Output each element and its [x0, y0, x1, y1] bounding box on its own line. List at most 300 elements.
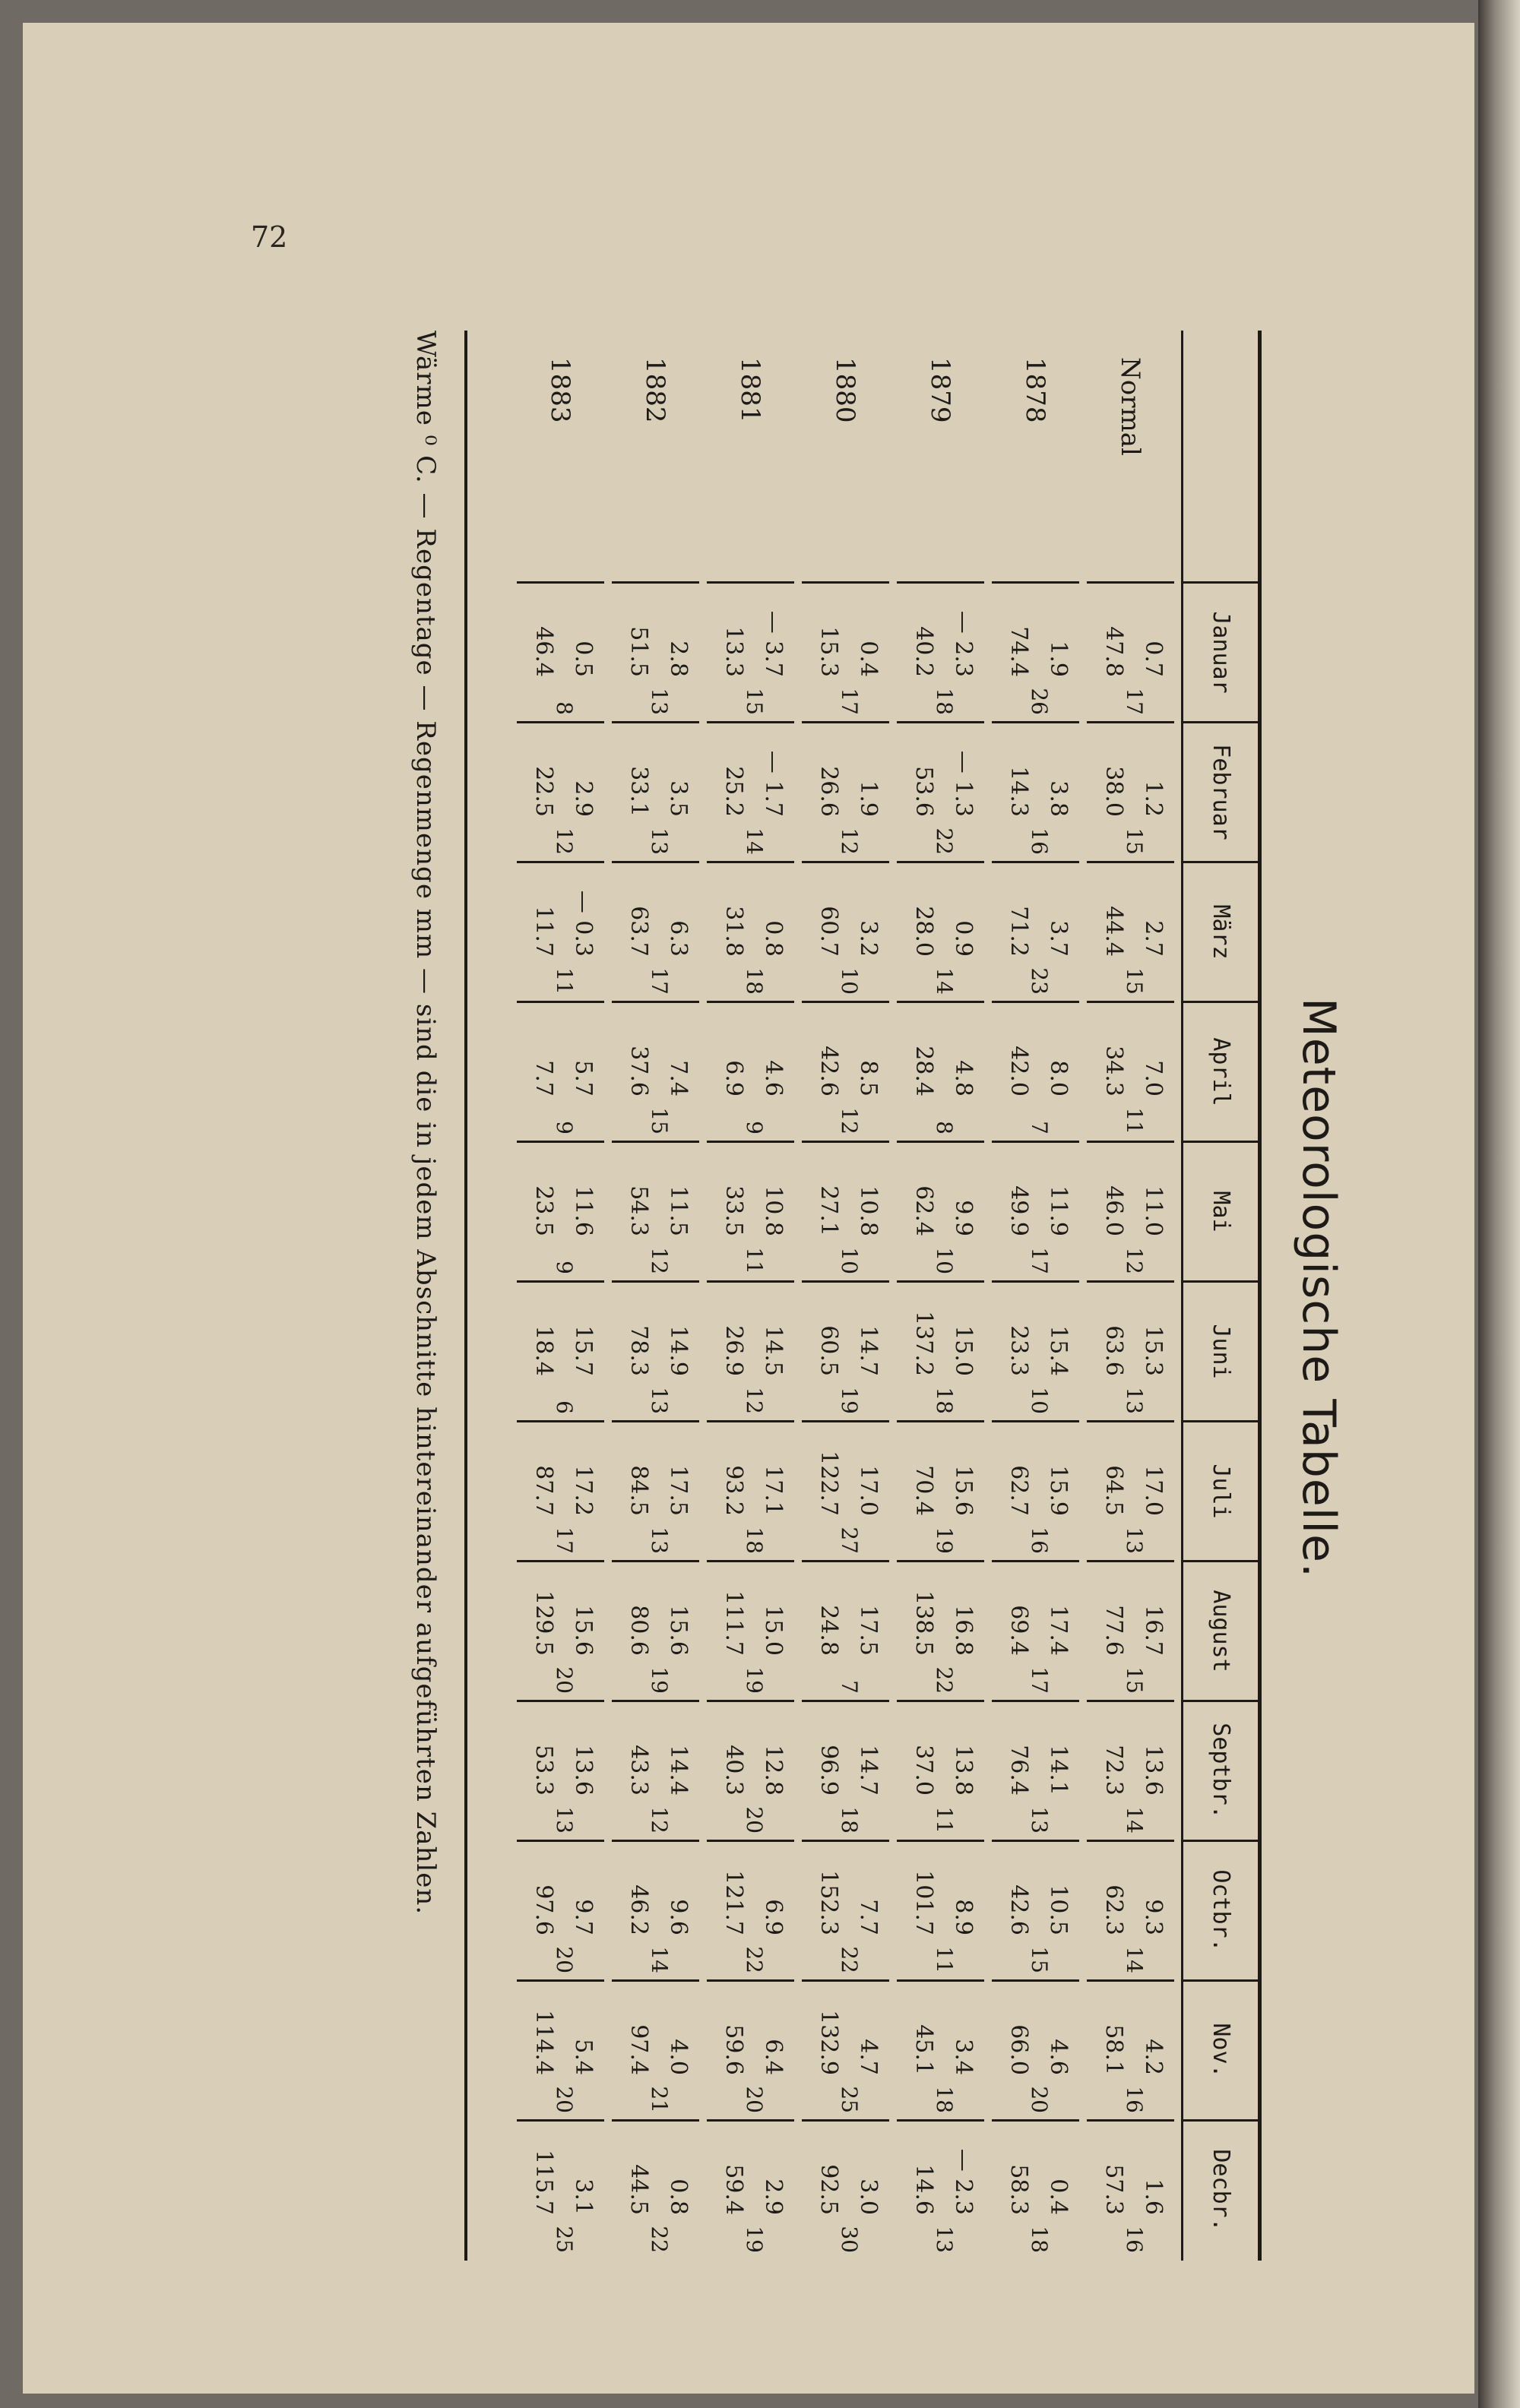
- table-cell: [897, 1700, 984, 1840]
- rain-amount-value: 152.3: [815, 1870, 842, 1935]
- temperature-value: — 1.7: [760, 750, 787, 817]
- rain-amount-value: 31.8: [720, 906, 747, 957]
- rain-days-value: 13: [647, 1527, 672, 1554]
- temperature-value: 4.2: [1140, 2039, 1167, 2075]
- rain-amount-value: 129.5: [530, 1590, 557, 1656]
- rain-days-value: 15: [647, 1107, 672, 1134]
- temperature-value: 0.5: [570, 641, 597, 677]
- temperature-value: 14.4: [665, 1745, 692, 1796]
- table-cell: [802, 861, 889, 1001]
- rain-days-value: 9: [552, 1121, 577, 1134]
- temperature-value: 1.9: [855, 780, 882, 817]
- temperature-value: 14.9: [665, 1325, 692, 1376]
- temperature-value: — 2.3: [950, 610, 977, 677]
- month-header: August: [1183, 1560, 1258, 1700]
- month-header-row: [1181, 331, 1258, 2261]
- rain-amount-value: 78.3: [625, 1325, 652, 1376]
- temperature-value: 11.6: [570, 1185, 597, 1236]
- rain-days-value: 11: [552, 967, 577, 995]
- rain-days-value: 27: [837, 1527, 862, 1554]
- rain-days-value: 18: [742, 1527, 767, 1554]
- rain-days-value: 16: [1122, 2086, 1147, 2113]
- rain-days-value: 9: [552, 1261, 577, 1274]
- temperature-value: 3.0: [855, 2179, 882, 2215]
- rain-amount-value: 23.3: [1005, 1325, 1032, 1376]
- rain-amount-value: 93.2: [720, 1465, 747, 1516]
- rain-amount-value: 40.3: [720, 1745, 747, 1796]
- rain-amount-value: 59.4: [720, 2164, 747, 2215]
- temperature-value: 9.9: [950, 1200, 977, 1236]
- rain-days-value: 22: [647, 2226, 672, 2253]
- table-cell: [517, 1979, 604, 2119]
- table-cell: [1087, 1280, 1174, 1420]
- table-cell: [612, 1280, 699, 1420]
- temperature-value: 12.8: [760, 1745, 787, 1796]
- rain-days-value: 17: [1122, 688, 1147, 715]
- table-cell: [612, 1001, 699, 1141]
- rain-days-value: 12: [742, 1387, 767, 1414]
- temperature-value: 4.8: [950, 1060, 977, 1096]
- rain-amount-value: 24.8: [815, 1605, 842, 1656]
- table-cell: [707, 1141, 794, 1280]
- temperature-value: 7.0: [1140, 1060, 1167, 1096]
- rain-days-value: 15: [1122, 1666, 1147, 1694]
- temperature-value: 5.4: [570, 2039, 597, 2075]
- rain-amount-value: 97.6: [530, 1884, 557, 1935]
- table-cell: [992, 1141, 1079, 1280]
- rain-amount-value: 96.9: [815, 1745, 842, 1796]
- rain-amount-value: 66.0: [1005, 2024, 1032, 2075]
- rain-days-value: 30: [837, 2226, 862, 2253]
- rain-amount-value: 115.7: [530, 2150, 557, 2215]
- rain-amount-value: 77.6: [1100, 1605, 1127, 1656]
- table-cell: [1087, 861, 1174, 1001]
- temperature-value: 14.5: [760, 1325, 787, 1376]
- rain-amount-value: 40.2: [910, 626, 937, 677]
- month-header: Nov.: [1183, 1979, 1258, 2119]
- temperature-value: 14.7: [855, 1745, 882, 1796]
- rain-days-value: 19: [837, 1387, 862, 1414]
- rain-days-value: 20: [552, 1946, 577, 1973]
- table-cell: [802, 1001, 889, 1141]
- rain-days-value: 16: [1027, 1527, 1052, 1554]
- table-cell: [517, 2119, 604, 2259]
- rain-amount-value: 11.7: [530, 906, 557, 957]
- rain-amount-value: 37.0: [910, 1745, 937, 1796]
- table-cell: [1087, 1141, 1174, 1280]
- temperature-value: 1.6: [1140, 2179, 1167, 2215]
- rain-amount-value: 14.6: [910, 2164, 937, 2215]
- temperature-value: 13.6: [570, 1745, 597, 1796]
- rain-amount-value: 59.6: [720, 2024, 747, 2075]
- table-cell: [897, 861, 984, 1001]
- rain-amount-value: 63.6: [1100, 1325, 1127, 1376]
- rain-amount-value: 72.3: [1100, 1745, 1127, 1796]
- rain-amount-value: 26.9: [720, 1325, 747, 1376]
- table-cell: [517, 1001, 604, 1141]
- rain-days-value: 12: [647, 1247, 672, 1274]
- rain-days-value: 18: [837, 1806, 862, 1834]
- rain-amount-value: 45.1: [910, 2024, 937, 2075]
- book-page: [23, 23, 1474, 2394]
- temperature-value: 15.0: [950, 1325, 977, 1376]
- rain-days-value: 22: [837, 1946, 862, 1973]
- rain-amount-value: 13.3: [720, 626, 747, 677]
- table-cell: [992, 1001, 1079, 1141]
- rain-amount-value: 69.4: [1005, 1605, 1032, 1656]
- table-cell: [1087, 1420, 1174, 1560]
- table-cell: [517, 1420, 604, 1560]
- table-cell: [707, 1280, 794, 1420]
- rain-days-value: 10: [837, 1247, 862, 1274]
- temperature-value: 0.4: [855, 641, 882, 677]
- meteorological-table: [464, 331, 1262, 2261]
- table-cell: [707, 1979, 794, 2119]
- table-cell: [517, 1141, 604, 1280]
- temperature-value: 2.9: [760, 2179, 787, 2215]
- temperature-value: 14.7: [855, 1325, 882, 1376]
- temperature-value: 6.4: [760, 2039, 787, 2075]
- table-cell: [802, 1280, 889, 1420]
- temperature-value: 0.7: [1140, 641, 1167, 677]
- table-cell: [992, 581, 1079, 721]
- temperature-value: 15.4: [1045, 1325, 1072, 1376]
- table-cell: [707, 1700, 794, 1840]
- rain-days-value: 22: [742, 1946, 767, 1973]
- rain-amount-value: 121.7: [720, 1870, 747, 1935]
- rain-days-value: 14: [932, 967, 957, 995]
- rain-days-value: 7: [837, 1680, 862, 1694]
- rain-days-value: 14: [1122, 1806, 1147, 1834]
- month-header: Mai: [1183, 1141, 1258, 1280]
- table-cell: [897, 1979, 984, 2119]
- rain-days-value: 10: [837, 967, 862, 995]
- temperature-value: 2.9: [570, 780, 597, 817]
- table-row: [707, 331, 794, 2261]
- temperature-value: — 2.3: [950, 2148, 977, 2215]
- temperature-value: 0.4: [1045, 2179, 1072, 2215]
- rain-amount-value: 49.9: [1005, 1185, 1032, 1236]
- table-cell: [517, 1840, 604, 1979]
- rain-days-value: 12: [552, 827, 577, 855]
- rain-days-value: 12: [837, 1107, 862, 1134]
- rain-amount-value: 122.7: [815, 1451, 842, 1516]
- rain-days-value: 12: [1122, 1247, 1147, 1274]
- rain-days-value: 7: [1027, 1121, 1052, 1134]
- rain-amount-value: 97.4: [625, 2024, 652, 2075]
- table-cell: [612, 1141, 699, 1280]
- table-cell: [707, 1001, 794, 1141]
- rain-days-value: 18: [932, 2086, 957, 2113]
- rain-amount-value: 132.9: [815, 2010, 842, 2075]
- rain-days-value: 14: [1122, 1946, 1147, 1973]
- rain-days-value: 25: [552, 2226, 577, 2253]
- rain-amount-value: 92.5: [815, 2164, 842, 2215]
- rain-amount-value: 62.7: [1005, 1465, 1032, 1516]
- rain-days-value: 8: [552, 701, 577, 715]
- temperature-value: 1.9: [1045, 641, 1072, 677]
- rain-amount-value: 114.4: [530, 2010, 557, 2075]
- rain-days-value: 13: [1027, 1806, 1052, 1834]
- temperature-value: 9.6: [665, 1899, 692, 1935]
- table-cell: [897, 2119, 984, 2259]
- rain-amount-value: 46.0: [1100, 1185, 1127, 1236]
- table-cell: [1087, 1979, 1174, 2119]
- temperature-value: 17.0: [855, 1465, 882, 1516]
- temperature-value: 9.3: [1140, 1899, 1167, 1935]
- rain-amount-value: 28.4: [910, 1046, 937, 1096]
- temperature-value: 1.2: [1140, 780, 1167, 817]
- rain-days-value: 19: [742, 1666, 767, 1694]
- table-row: [897, 331, 984, 2261]
- rain-days-value: 18: [932, 1387, 957, 1414]
- rain-amount-value: 70.4: [910, 1465, 937, 1516]
- table-cell: [707, 1560, 794, 1700]
- temperature-value: 3.8: [1045, 780, 1072, 817]
- month-header: Januar: [1183, 581, 1258, 721]
- table-cell: [612, 1420, 699, 1560]
- table-cell: [612, 581, 699, 721]
- book-binding: [1478, 0, 1520, 2408]
- month-header: März: [1183, 861, 1258, 1001]
- row-label: 1880: [830, 357, 861, 423]
- table-cell: [1087, 721, 1174, 861]
- month-header: Septbr.: [1183, 1700, 1258, 1840]
- table-cell: [897, 1280, 984, 1420]
- rain-amount-value: 33.1: [625, 766, 652, 817]
- table-cell: [517, 581, 604, 721]
- rain-days-value: 16: [1027, 827, 1052, 855]
- rain-amount-value: 44.5: [625, 2164, 652, 2215]
- temperature-value: 2.7: [1140, 920, 1167, 957]
- rain-amount-value: 84.5: [625, 1465, 652, 1516]
- temperature-value: 4.6: [1045, 2039, 1072, 2075]
- rain-days-value: 13: [647, 1387, 672, 1414]
- table-cell: [897, 1560, 984, 1700]
- rain-days-value: 18: [932, 688, 957, 715]
- temperature-value: — 1.3: [950, 750, 977, 817]
- table-cell: [992, 1280, 1079, 1420]
- rain-days-value: 25: [837, 2086, 862, 2113]
- table-row: [612, 331, 699, 2261]
- month-header: April: [1183, 1001, 1258, 1141]
- rain-amount-value: 57.3: [1100, 2164, 1127, 2215]
- temperature-value: 0.9: [950, 920, 977, 957]
- rain-days-value: 19: [647, 1666, 672, 1694]
- rain-days-value: 13: [647, 827, 672, 855]
- rain-days-value: 10: [932, 1247, 957, 1274]
- row-label: 1883: [545, 357, 576, 423]
- rain-amount-value: 22.5: [530, 766, 557, 817]
- temperature-value: 16.8: [950, 1605, 977, 1656]
- rain-amount-value: 15.3: [815, 626, 842, 677]
- rain-days-value: 20: [742, 1806, 767, 1834]
- row-label: 1882: [640, 357, 671, 423]
- temperature-value: 11.0: [1140, 1185, 1167, 1236]
- rain-days-value: 15: [1027, 1946, 1052, 1973]
- rain-days-value: 18: [742, 967, 767, 995]
- table-cell: [992, 721, 1079, 861]
- table-cell: [1087, 1001, 1174, 1141]
- rain-amount-value: 42.6: [815, 1046, 842, 1096]
- rain-days-value: 12: [837, 827, 862, 855]
- row-label: Normal: [1115, 357, 1146, 456]
- table-cell: [707, 1840, 794, 1979]
- temperature-value: 9.7: [570, 1899, 597, 1935]
- rain-amount-value: 54.3: [625, 1185, 652, 1236]
- rain-days-value: 15: [1122, 967, 1147, 995]
- table-cell: [612, 1840, 699, 1979]
- table-cell: [802, 1420, 889, 1560]
- temperature-value: 6.3: [665, 920, 692, 957]
- rain-days-value: 13: [1122, 1387, 1147, 1414]
- table-cell: [612, 721, 699, 861]
- rain-days-value: 20: [1027, 2086, 1052, 2113]
- rain-days-value: 11: [932, 1806, 957, 1834]
- temperature-value: 5.7: [570, 1060, 597, 1096]
- table-cell: [1087, 2119, 1174, 2259]
- month-header: Juli: [1183, 1420, 1258, 1560]
- table-cell: [707, 581, 794, 721]
- rain-amount-value: 25.2: [720, 766, 747, 817]
- rain-amount-value: 44.4: [1100, 906, 1127, 957]
- temperature-value: 17.5: [855, 1605, 882, 1656]
- table-cell: [897, 1001, 984, 1141]
- temperature-value: 0.8: [760, 920, 787, 957]
- rain-days-value: 23: [1027, 967, 1052, 995]
- table-cell: [802, 1700, 889, 1840]
- temperature-value: — 0.3: [570, 890, 597, 957]
- table-cell: [992, 1560, 1079, 1700]
- temperature-value: 7.4: [665, 1060, 692, 1096]
- temperature-value: 13.8: [950, 1745, 977, 1796]
- temperature-value: 15.6: [665, 1605, 692, 1656]
- rain-days-value: 22: [932, 1666, 957, 1694]
- temperature-value: 16.7: [1140, 1605, 1167, 1656]
- rain-amount-value: 23.5: [530, 1185, 557, 1236]
- temperature-value: 3.4: [950, 2039, 977, 2075]
- temperature-value: 10.8: [760, 1185, 787, 1236]
- rain-amount-value: 6.9: [720, 1060, 747, 1096]
- rain-amount-value: 60.5: [815, 1325, 842, 1376]
- table-cell: [802, 581, 889, 721]
- temperature-value: 14.1: [1045, 1745, 1072, 1796]
- rain-amount-value: 34.3: [1100, 1046, 1127, 1096]
- rain-amount-value: 33.5: [720, 1185, 747, 1236]
- rain-days-value: 17: [1027, 1247, 1052, 1274]
- rain-amount-value: 42.0: [1005, 1046, 1032, 1096]
- rain-days-value: 17: [837, 688, 862, 715]
- temperature-value: 2.8: [665, 641, 692, 677]
- temperature-value: 8.5: [855, 1060, 882, 1096]
- table-cell: [802, 1560, 889, 1700]
- rain-amount-value: 28.0: [910, 906, 937, 957]
- temperature-value: 17.1: [760, 1465, 787, 1516]
- table-cell: [802, 1979, 889, 2119]
- rain-days-value: 20: [742, 2086, 767, 2113]
- table-cell: [897, 1420, 984, 1560]
- rain-days-value: 13: [552, 1806, 577, 1834]
- temperature-value: 15.3: [1140, 1325, 1167, 1376]
- table-cell: [1087, 581, 1174, 721]
- rain-days-value: 9: [742, 1121, 767, 1134]
- rain-amount-value: 80.6: [625, 1605, 652, 1656]
- rain-days-value: 18: [1027, 2226, 1052, 2253]
- rain-amount-value: 71.2: [1005, 906, 1032, 957]
- month-header: Februar: [1183, 721, 1258, 861]
- rain-amount-value: 53.3: [530, 1745, 557, 1796]
- table-cell: [1087, 1700, 1174, 1840]
- table-cell: [707, 2119, 794, 2259]
- rain-amount-value: 38.0: [1100, 766, 1127, 817]
- table-cell: [802, 1141, 889, 1280]
- rain-amount-value: 47.8: [1100, 626, 1127, 677]
- table-row: [992, 331, 1079, 2261]
- rain-amount-value: 51.5: [625, 626, 652, 677]
- rain-days-value: 17: [1027, 1666, 1052, 1694]
- page-number: 72: [251, 220, 288, 254]
- temperature-value: 3.7: [1045, 920, 1072, 957]
- rain-days-value: 10: [1027, 1387, 1052, 1414]
- rain-amount-value: 42.6: [1005, 1884, 1032, 1935]
- rain-days-value: 14: [647, 1946, 672, 1973]
- rain-days-value: 17: [552, 1527, 577, 1554]
- rain-days-value: 6: [552, 1400, 577, 1414]
- table-cell: [802, 721, 889, 861]
- row-label: 1879: [925, 357, 956, 423]
- table-cell: [612, 1560, 699, 1700]
- temperature-value: 8.0: [1045, 1060, 1072, 1096]
- table-row: [517, 331, 604, 2261]
- table-cell: [897, 721, 984, 861]
- rain-days-value: 15: [742, 688, 767, 715]
- temperature-value: 11.9: [1045, 1185, 1072, 1236]
- rain-days-value: 13: [1122, 1527, 1147, 1554]
- temperature-value: 10.5: [1045, 1884, 1072, 1935]
- table-footnote: Wärme ⁰ C. — Regentage — Regenmenge mm — sind die in jedem Abschnitte hintereinander aufgeführten Zahlen.: [410, 331, 441, 1916]
- rain-days-value: 22: [932, 827, 957, 855]
- rain-amount-value: 53.6: [910, 766, 937, 817]
- rain-days-value: 21: [647, 2086, 672, 2113]
- table-cell: [707, 721, 794, 861]
- rain-amount-value: 60.7: [815, 906, 842, 957]
- temperature-value: 17.4: [1045, 1605, 1072, 1656]
- row-label: 1878: [1020, 357, 1051, 423]
- rain-days-value: 19: [742, 2226, 767, 2253]
- temperature-value: 17.0: [1140, 1465, 1167, 1516]
- table-cell: [992, 1840, 1079, 1979]
- table-cell: [1087, 1560, 1174, 1700]
- rain-amount-value: 43.3: [625, 1745, 652, 1796]
- table-cell: [517, 1280, 604, 1420]
- table-cell: [707, 1420, 794, 1560]
- table-cell: [992, 861, 1079, 1001]
- table-cell: [612, 2119, 699, 2259]
- temperature-value: 13.6: [1140, 1745, 1167, 1796]
- rain-amount-value: 63.7: [625, 906, 652, 957]
- rain-days-value: 12: [647, 1806, 672, 1834]
- table-cell: [992, 1700, 1079, 1840]
- temperature-value: 15.6: [570, 1605, 597, 1656]
- rain-days-value: 11: [1122, 1107, 1147, 1134]
- table-cell: [992, 1420, 1079, 1560]
- rain-days-value: 11: [742, 1247, 767, 1274]
- table-cell: [612, 1700, 699, 1840]
- temperature-value: 0.8: [665, 2179, 692, 2215]
- table-cell: [612, 861, 699, 1001]
- temperature-value: 7.7: [855, 1899, 882, 1935]
- table-cell: [517, 1560, 604, 1700]
